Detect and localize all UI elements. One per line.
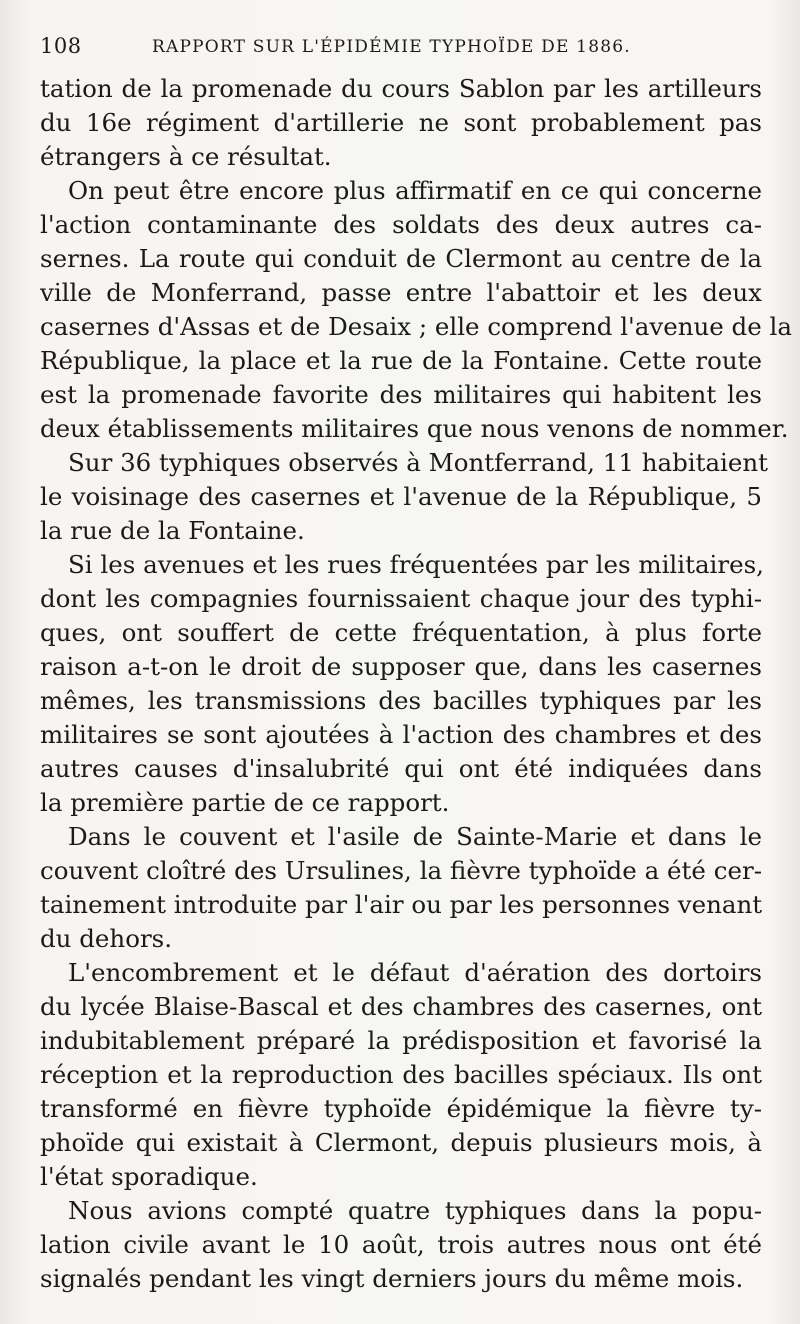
paragraph-first-line: L'encombrement et le défaut d'aération des dortoirs [68, 958, 762, 987]
text-line: du dehors. [40, 924, 173, 953]
text-line: la première partie de ce rapport. [40, 788, 450, 817]
paragraph-first-line: Si les avenues et les rues fréquentées par les militaires, [68, 550, 764, 579]
text-line: couvent cloîtré des Ursulines, la fièvre typhoïde a été cer- [40, 856, 762, 885]
running-title: RAPPORT SUR L'ÉPIDÉMIE TYPHOÏDE DE 1886. [152, 37, 631, 57]
text-line: étrangers à ce résultat. [40, 142, 332, 171]
text-line: réception et la reproduction des bacilles spéciaux. Ils ont [40, 1060, 762, 1089]
text-line: indubitablement préparé la prédisposition et favorisé la [40, 1026, 762, 1055]
text-line: mêmes, les transmissions des bacilles typhiques par les [40, 686, 762, 715]
text-line: raison a-t-on le droit de supposer que, dans les casernes [40, 652, 762, 681]
text-line: l'état sporadique. [40, 1162, 258, 1191]
text-line: le voisinage des casernes et l'avenue de la République, 5 [40, 482, 762, 511]
paragraph-first-line: Nous avions compté quatre typhiques dans la popu- [68, 1196, 762, 1225]
paragraph-first-line: Sur 36 typhiques observés à Montferrand, 11 habitaient [68, 448, 769, 477]
page-number: 108 [40, 34, 82, 58]
text-line: deux établissements militaires que nous venons de nommer. [40, 414, 789, 443]
text-line: transformé en fièvre typhoïde épidémique la fièvre ty- [40, 1094, 762, 1123]
text-line: ville de Monferrand, passe entre l'abattoir et les deux [40, 278, 762, 307]
text-line: militaires se sont ajoutées à l'action des chambres et des [40, 720, 762, 749]
paragraph-first-line: Dans le couvent et l'asile de Sainte-Marie et dans le [68, 822, 762, 851]
text-line: est la promenade favorite des militaires qui habitent les [40, 380, 762, 409]
text-line: lation civile avant le 10 août, trois autres nous ont été [40, 1230, 762, 1259]
text-line: tation de la promenade du cours Sablon par les artilleurs [40, 74, 762, 103]
text-line: tainement introduite par l'air ou par les personnes venant [40, 890, 763, 919]
text-line: du 16e régiment d'artillerie ne sont probablement pas [40, 108, 762, 137]
paragraph-first-line: On peut être encore plus affirmatif en ce qui concerne [68, 176, 762, 205]
text-line: ques, ont souffert de cette fréquentation, à plus forte [40, 618, 762, 647]
page-header [40, 34, 760, 64]
text-line: sernes. La route qui conduit de Clermont au centre de la [40, 244, 762, 273]
text-line: phoïde qui existait à Clermont, depuis plusieurs mois, à [40, 1128, 762, 1157]
text-line: dont les compagnies fournissaient chaque jour des typhi- [40, 584, 762, 613]
body-text [40, 72, 792, 1296]
text-line: signalés pendant les vingt derniers jours du même mois. [40, 1264, 744, 1293]
text-line: la rue de la Fontaine. [40, 516, 305, 545]
text-line: autres causes d'insalubrité qui ont été indiquées dans [40, 754, 762, 783]
text-line: République, la place et la rue de la Fontaine. Cette route [40, 346, 762, 375]
text-line: casernes d'Assas et de Desaix ; elle comprend l'avenue de la [40, 312, 792, 341]
text-line: du lycée Blaise-Bascal et des chambres des casernes, ont [40, 992, 762, 1021]
text-line: l'action contaminante des soldats des deux autres ca- [40, 210, 762, 239]
